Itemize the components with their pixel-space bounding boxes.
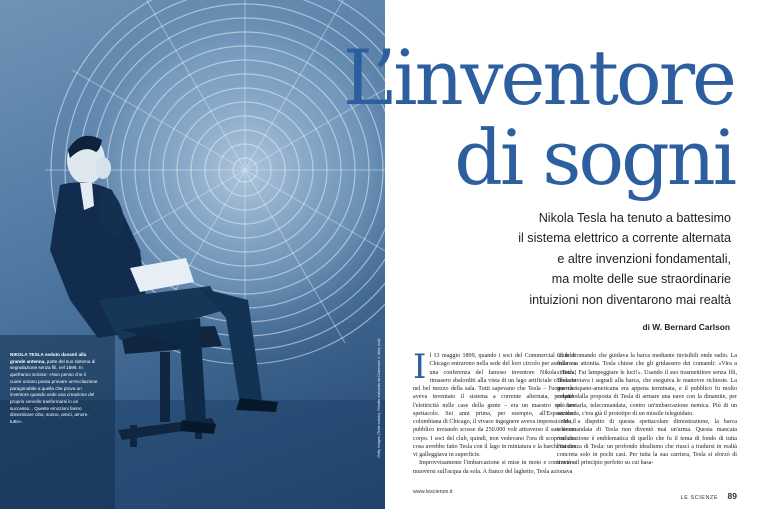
subtitle-line-4: ma molte delle sue straordinarie: [551, 272, 731, 287]
col1-paragraph-1: [413, 347, 576, 459]
body-column-1: [413, 347, 576, 476]
photo-caption: [10, 352, 98, 426]
footer-folio: [681, 486, 737, 504]
photo-credit: Getty Images (Tesla seduto); Ritratto realizzato da Dickenson V. Alley (coil): [377, 338, 381, 458]
subtitle-line-3: e altre invenzioni fondamentali,: [557, 251, 731, 266]
subtitle-line-5: intuizioni non diventarono mai realtà: [529, 292, 731, 307]
title-line-2: di sogni: [454, 113, 734, 202]
title-line-1: L’inventore: [342, 33, 734, 122]
article-title: [342, 33, 734, 202]
caption-body: parte del suo sistema di segnalazione senza fili, nel 1896. In quell'anno scrisse: «Non penso che il cuore umano possa provare un'eccitazione paragonabile a quella che prova un inventore quando vede una creazione del proprio cervello trasformarsi in un successo... Queste emozioni fanno dimenticare cibo, sonno, amici, amore, tutto».: [10, 358, 98, 425]
col1-paragraph-1-text: l 13 maggio 1899, quando i soci del Commercial Club di Chicago entrarono nella sede del loro circolo per assistere a una conferenza del famoso inventore Nikola Tesla, rimasero sbalorditi alla vista di un lago artificiale collocato nel bel mezzo della sala. Tutti sapevano che Tesla – l'uomo che aveva inventato il sistema a corrente alternata, portando l'elettricità nelle case della gente – era un maestro nel dare spettacolo. Sei anni prima, per esempio, all'Esposizione colombiana di Chicago, il vivace ingegnere aveva impressionato il pubblico inviando scosse da 250.000 volt attraverso il suo stesso corpo. I soci del club, quindi, non vedevano l'ora di scoprire che cosa avrebbe fatto Tesla con il lago in miniatura e la barchetta che vi galleggiava in superficie.: [413, 353, 576, 458]
subtitle-line-1: Nikola Tesla ha tenuto a battesimo: [538, 211, 731, 225]
col2-paragraph-1: un telecomando che guidava la barca mediante invisibili onde radio. La folla era attonita. Tesla chiese che gli gridassero dei comandi: «Vira a sinistra! Fai lampeggiare le luci!». Usando il suo trasmettitore senza fili, Tesla inviava i segnali alla barca, che eseguiva le manovre richieste. La guerra ispano-americana era appena terminata, e il pubblico fu molto colpito dalla proposta di Tesla di armare una nave con la dinamite, per poi inviarla, telecomandata, contro un'imbarcazione nemica. Più di un secolo fa, c'era già il prototipo di un missile teleguidato.: [557, 353, 737, 417]
drop-cap: I: [413, 347, 427, 387]
footer-url[interactable]: www.lescienze.it: [413, 489, 453, 495]
page-number: 89: [727, 491, 737, 501]
col2-paragraph-2: Ma, a dispetto di questa spettacolare dimostrazione, la barca telecomandata di Tesla non diventò mai un'arma. Questa mancata realizzazione è emblematica di quello che fu il tema di fondo di tutta l'esistenza di Tesla: un profondo idealismo che riuscì a tradursi in realtà concreta solo in pochi casi. Per tutta la sua carriera, Tesla si sforzò di trovare il principio perfetto su cui basa-: [557, 419, 737, 467]
footer-magazine: LE SCIENZE: [680, 495, 719, 501]
caption-lead: NIKOLA TESLA seduto davanti alla grande antenna,: [10, 352, 87, 364]
body-column-2: [557, 352, 737, 468]
article-subtitle: [518, 208, 731, 310]
byline: di W. Bernard Carlson: [642, 322, 730, 332]
col1-paragraph-2: Improvvisamente l'imbarcazione si mise in moto e cominciò a muoversi sull'acqua da sola. A fianco del laghetto, Tesla azionava: [413, 460, 576, 475]
subtitle-line-2: il sistema elettrico a corrente alternata: [518, 231, 731, 246]
